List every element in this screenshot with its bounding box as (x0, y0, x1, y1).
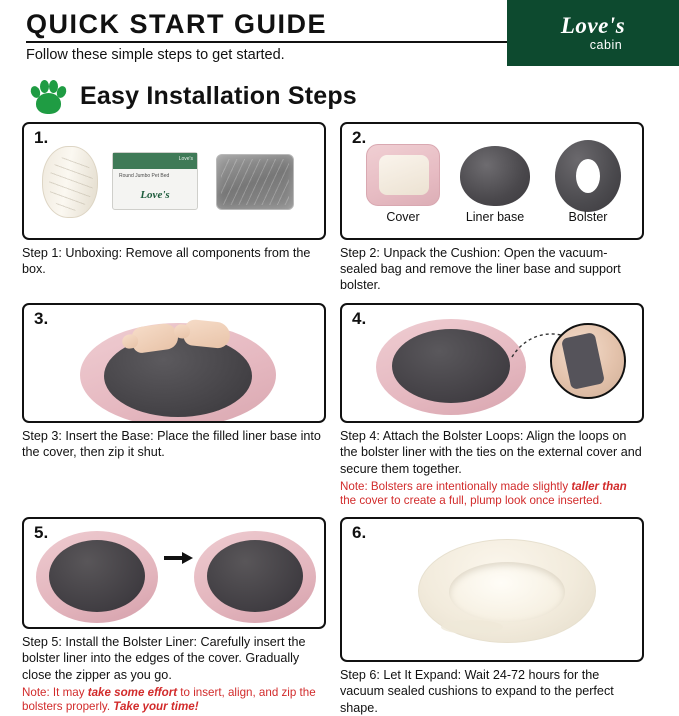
brand-logo (507, 0, 679, 66)
box-top-tag: Love's (178, 156, 193, 162)
step-2-caption: Step 2: Unpack the Cushion: Open the vacuum-sealed bag and remove the liner base and support bolster. (340, 246, 621, 293)
vacuum-sealed-pack-image (216, 154, 294, 210)
step-5-note-emphasis-2: Take your time! (113, 700, 199, 714)
step-3 (22, 303, 326, 509)
bed-after-bolster-image (194, 531, 316, 623)
page-title: QUICK START GUIDE (26, 9, 327, 39)
step-4-image (340, 303, 644, 423)
step-1-caption: Step 1: Unboxing: Remove all components from the box. (22, 246, 311, 277)
steps-row-1 (22, 122, 657, 293)
rolled-bed-cover-image (42, 146, 98, 218)
step-5-note-mid: to insert, align, and zip the bolsters properly. (22, 685, 316, 714)
bolster-label: Bolster (568, 210, 608, 224)
step-2-number: 2. (352, 128, 367, 147)
step-5 (22, 517, 326, 715)
step-4-note-emphasis: taller than (571, 479, 627, 493)
bolster-bed-image (376, 319, 526, 415)
step-4 (340, 303, 644, 509)
liner-base-label: Liner base (465, 210, 525, 224)
step-4-number: 4. (352, 309, 367, 329)
brand-name: Love's (560, 13, 626, 38)
step-5-caption: Step 5: Install the Bolster Liner: Carefully insert the bolster liner into the edges of the cover. Gradually close the zipper as you go. (22, 635, 306, 682)
bolster-image (555, 140, 621, 212)
step-4-note (340, 480, 644, 510)
step-2 (340, 122, 644, 293)
liner-base-image (460, 146, 530, 206)
box-label: Round Jumbo Pet Bed (119, 173, 170, 179)
product-box-image (112, 152, 198, 210)
step-5-note-pre: Note: It may (22, 685, 88, 699)
step-3-caption: Step 3: Insert the Base: Place the filled liner base into the cover, then zip it shut. (22, 429, 321, 460)
brand-tagline: cabin (589, 38, 623, 52)
step-4-caption: Step 4: Attach the Bolster Loops: Align the loops on the bolster liner with the ties on the external cover and secure them together. (340, 429, 642, 476)
step-6 (340, 517, 644, 715)
expanded-bed-image (418, 539, 596, 643)
step-2-image (340, 122, 644, 240)
section-title: Easy Installation Steps (80, 81, 357, 110)
cover-label: Cover (386, 210, 420, 224)
box-brand: Love's (140, 189, 170, 201)
arrow-right-icon (164, 553, 194, 563)
step-3-number: 3. (34, 309, 49, 329)
steps-grid (0, 122, 679, 716)
steps-row-2 (22, 303, 657, 509)
step-6-number: 6. (352, 523, 367, 543)
bed-before-bolster-image (36, 531, 158, 623)
step-1 (22, 122, 326, 293)
steps-row-3 (22, 517, 657, 715)
paw-icon (28, 76, 68, 116)
hand-right-image (183, 319, 231, 350)
page-subtitle: Follow these simple steps to get started. (26, 47, 285, 64)
step-5-image (22, 517, 326, 629)
step-4-note-post: the cover to create a full, plump look once inserted. (340, 494, 603, 508)
section-header (0, 66, 679, 122)
step-5-note-emphasis: take some effort (87, 685, 178, 699)
loop-detail-image (550, 323, 626, 399)
step-6-image (340, 517, 644, 662)
title-divider (26, 41, 516, 43)
step-1-image (22, 122, 326, 240)
step-4-note-pre: Note: Bolsters are intentionally made slightly (340, 479, 572, 493)
step-3-image (22, 303, 326, 423)
step-5-note (22, 686, 326, 716)
step-1-number: 1. (34, 128, 49, 147)
page-header (0, 0, 679, 66)
step-5-number: 5. (34, 523, 49, 543)
cover-image (366, 144, 440, 206)
step-6-caption: Step 6: Let It Expand: Wait 24-72 hours for the vacuum sealed cushions to expand to the perfect shape. (340, 668, 614, 715)
